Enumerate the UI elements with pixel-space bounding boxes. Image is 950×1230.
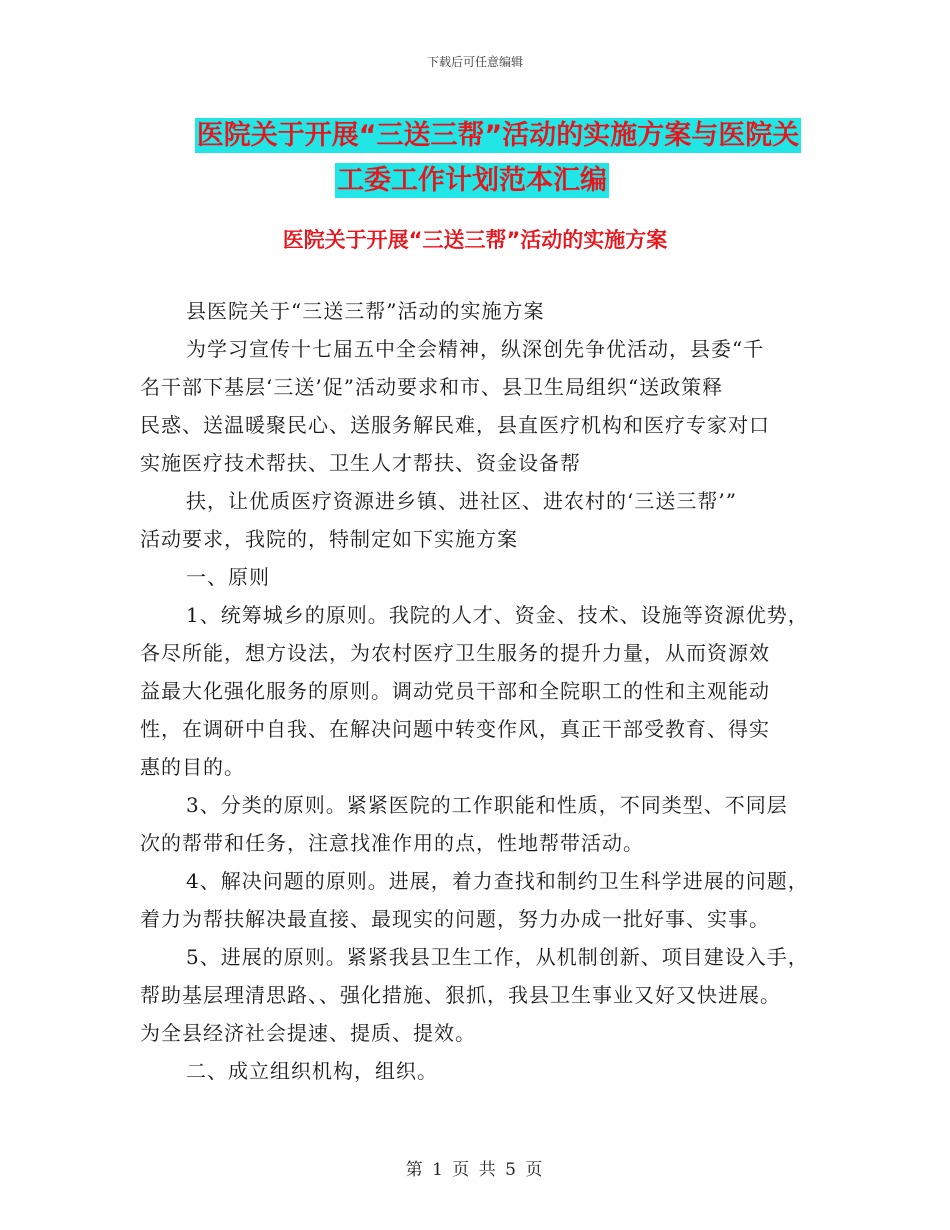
main-title-line-2 [0,158,947,197]
body-line: 活动要求，我院的，特制定如下实施方案 [140,527,518,551]
body-line: 益最大化强化服务的原则。调动党员干部和全院职工的性和主观能动 [140,679,770,703]
section-title: 医院关于开展“三送三帮”活动的实施方案 [282,228,668,252]
body-line: 次的帮带和任务，注意找准作用的点，性地帮带活动。 [140,831,644,855]
body-text [140,292,840,1090]
body-line: 县医院关于“三送三帮”活动的实施方案 [186,299,545,323]
body-line: 二、成立组织机构，组织。 [186,1059,438,1083]
body-line: 着力为帮扶解决最直接、最现实的问题，努力办成一批好事、实事。 [140,907,770,931]
body-line: 4、解决问题的原则。进展，着力查找和制约卫生科学进展的问题， [186,869,809,893]
body-line: 惠的目的。 [140,755,245,779]
body-line: 5、进展的原则。紧紧我县卫生工作，从机制创新、项目建设入手， [186,945,809,969]
body-line: 各尽所能，想方设法，为农村医疗卫生服务的提升力量，从而资源效 [140,641,770,665]
body-line: 民惑、送温暖聚民心、送服务解民难，县直医疗机构和医疗专家对口 [140,413,770,437]
body-line: 性，在调研中自我、在解决问题中转变作风，真正干部受教育、得实 [140,717,770,741]
main-title-line-1-text: 医院关于开展“三送三帮”活动的实施方案与医院关 [196,120,800,151]
body-line: 实施医疗技术帮扶、卫生人才帮扶、资金设备帮 [140,451,581,475]
body-line: 为全县经济社会提速、提质、提效。 [140,1021,476,1045]
body-line: 为学习宣传十七届五中全会精神，纵深创先争优活动，县委“千 [186,337,765,361]
page-number-footer: 第 1 页 共 5 页 [405,1160,545,1180]
header-note: 下载后可任意编辑 [426,55,523,69]
main-title-line-1 [23,113,950,152]
body-line: 扶，让优质医疗资源进乡镇、进社区、进农村的‘三送三帮’” [186,489,737,513]
body-line: 1、统筹城乡的原则。我院的人才、资金、技术、设施等资源优势， [186,603,809,627]
body-line: 名干部下基层‘三送’促”活动要求和市、县卫生局组织“送政策释 [140,375,724,399]
main-title-line-2-text: 工委工作计划范本汇编 [337,165,607,196]
body-line: 3、分类的原则。紧紧医院的工作职能和性质，不同类型、不同层 [186,793,788,817]
body-line: 帮助基层理清思路、、强化措施、狠抓，我县卫生事业又好又快进展。 [140,983,781,1007]
body-line: 一、原则 [186,565,270,589]
